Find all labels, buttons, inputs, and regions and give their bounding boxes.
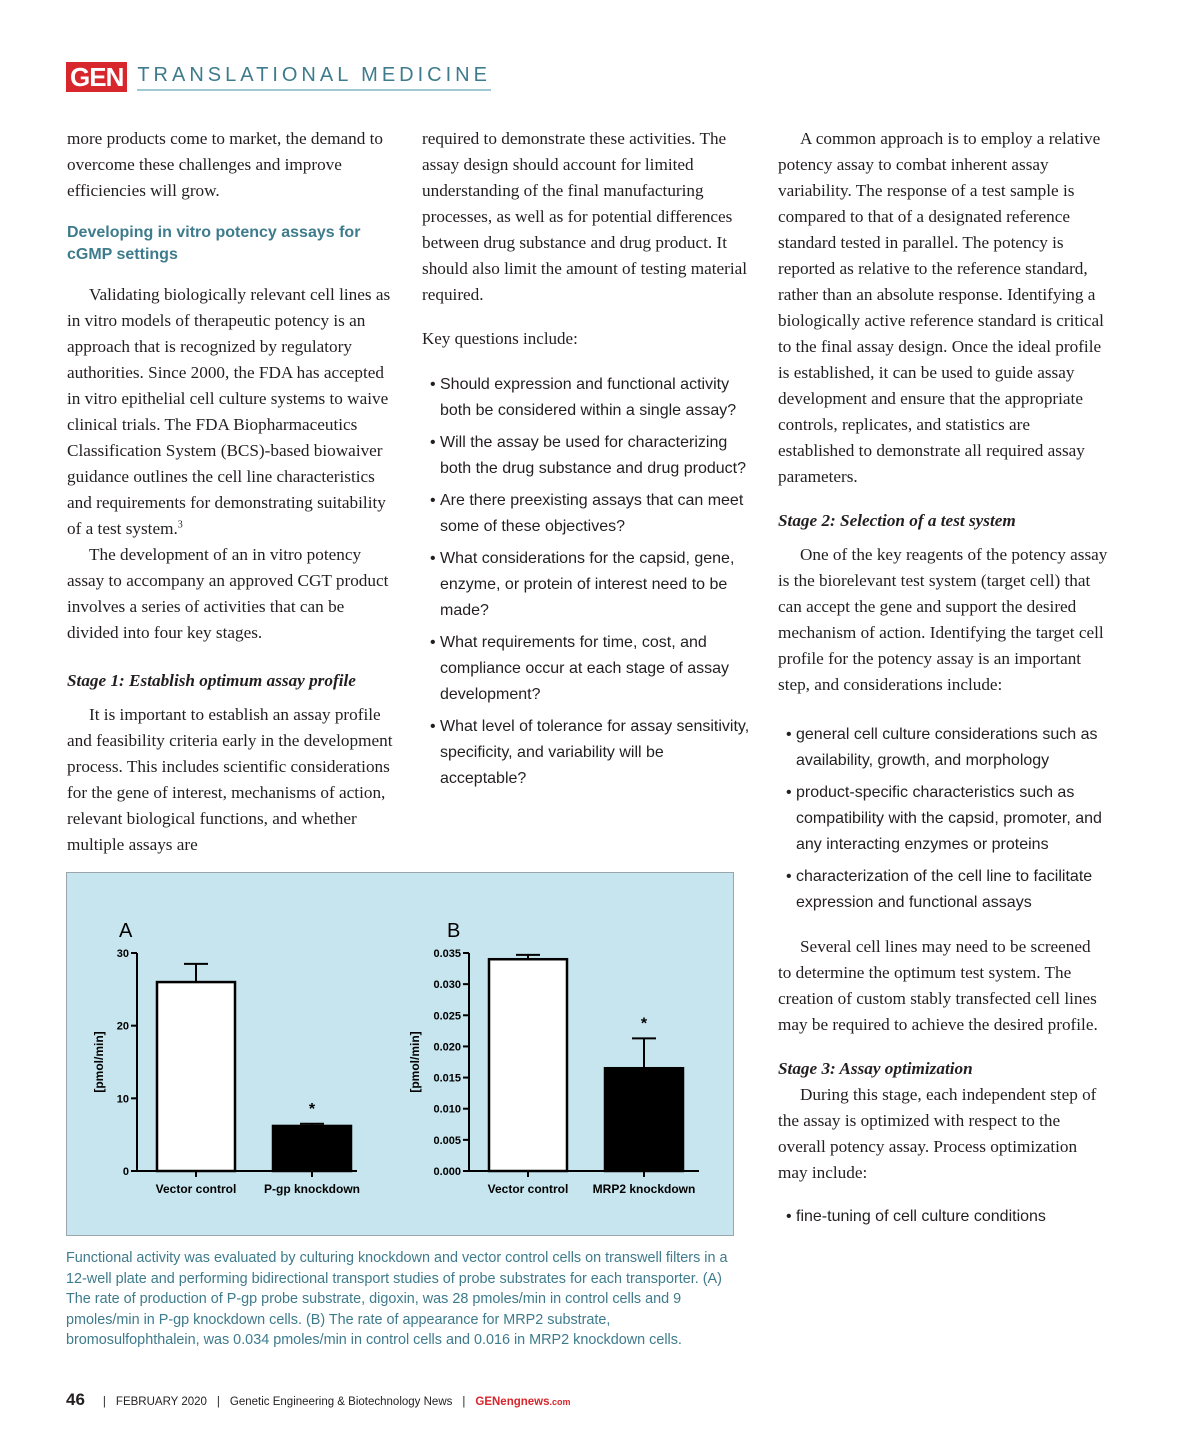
key-questions-list <box>422 372 752 792</box>
col2-paragraph-1: required to demonstrate these activities. The assay design should account for limited understanding of the final manufacturing processes, as well as for potential differences between drug substance and drug product. It should also limit the amount of testing material required. <box>422 129 748 304</box>
y-tick-label-B: 0.000 <box>433 1166 461 1178</box>
stage-2-heading: Stage 2: Selection of a test system <box>778 511 1016 530</box>
column-1 <box>67 126 397 858</box>
y-tick-label-B: 0.020 <box>433 1041 461 1054</box>
figure-bar-charts <box>66 872 734 1236</box>
footer-separator: | <box>462 1396 466 1408</box>
y-tick-label-B: 0.010 <box>433 1103 461 1116</box>
page-footer <box>66 1390 571 1410</box>
list-item: • general cell culture considerations such as availability, growth, and morphology <box>786 726 1098 769</box>
col1-paragraph-2 <box>67 282 397 542</box>
x-tick-label-B: MRP2 knockdown <box>592 1182 696 1196</box>
list-item: • product-specific characteristics such as compatibility with the capsid, promoter, and any interacting enzymes or proteins <box>786 784 1102 853</box>
list-item: • What level of tolerance for assay sensitivity, specificity, and variability will be acceptable? <box>430 718 750 787</box>
col1-paragraph-1: more products come to market, the demand to overcome these challenges and improve efficiencies will grow. <box>67 129 383 200</box>
col3-paragraph-3: Several cell lines may need to be screened to determine the optimum test system. The creation of custom stably transfected cell lines may be required to achieve the desired profile. <box>778 937 1098 1034</box>
y-tick-label-A: 10 <box>116 1093 129 1106</box>
website-link[interactable]: GENengnews.com <box>475 1396 571 1408</box>
x-tick-label-A: P-gp knockdown <box>264 1182 360 1196</box>
y-tick-label-B: 0.025 <box>433 1010 461 1023</box>
reference-3: 3 <box>177 519 183 531</box>
bar-charts-svg <box>67 873 733 1235</box>
issue-date: FEBRUARY 2020 <box>115 1396 207 1408</box>
bar-B-1 <box>489 959 567 1171</box>
gen-logo: GEN <box>66 62 127 92</box>
x-tick-label-A: Vector control <box>155 1182 237 1196</box>
col3-paragraph-1: A common approach is to employ a relative potency assay to combat inherent assay variability. The response of a test sample is compared to that of a designated reference standard tested in parallel. The potency is reported as relative to the reference standard, rather than an absolute response. Identifying a biologically active reference standard is critical to the final assay design. Once the ideal profile is established, it can be used to guide assay development and ensure that the appropriate controls, replicates, and statistics are established to demonstrate all required assay parameters. <box>778 129 1104 486</box>
column-3 <box>778 126 1108 1236</box>
publication-name: Genetic Engineering & Biotechnology News <box>229 1396 453 1408</box>
stage-1-heading: Stage 1: Establish optimum assay profile <box>67 671 356 690</box>
y-tick-label-A: 0 <box>122 1166 129 1178</box>
bar-B-2 <box>605 1068 683 1171</box>
y-tick-label-A: 30 <box>116 948 129 960</box>
test-system-considerations-list <box>778 722 1108 916</box>
y-tick-label-B: 0.005 <box>433 1134 461 1147</box>
col1-paragraph-4: It is important to establish an assay profile and feasibility criteria early in the development process. This includes scientific considerations for the gene of interest, mechanisms of action, relevant biological functions, and whether multiple assays are <box>67 705 393 854</box>
y-tick-label-B: 0.030 <box>433 979 461 992</box>
section-title: TRANSLATIONAL MEDICINE <box>137 64 491 91</box>
column-2 <box>422 126 752 798</box>
bar-A-1 <box>157 982 235 1171</box>
panel-label-A: A <box>119 920 133 942</box>
page-number: 46 <box>66 1390 85 1409</box>
y-tick-label-A: 20 <box>116 1020 129 1033</box>
page-header <box>66 62 491 92</box>
footer-separator: | <box>216 1396 220 1408</box>
list-item: • What considerations for the capsid, gene, enzyme, or protein of interest need to be made? <box>430 550 735 619</box>
list-item: • Are there preexisting assays that can meet some of these objectives? <box>430 492 744 535</box>
col1-paragraph-3: The development of an in vitro potency assay to accompany an approved CGT product involves a series of activities that can be divided into four key stages. <box>67 545 389 642</box>
subhead-potency-assays: Developing in vitro potency assays for cGMP settings <box>67 224 361 263</box>
optimization-list <box>778 1204 1108 1230</box>
key-questions-label: Key questions include: <box>422 329 578 348</box>
col1-paragraph-2-text: Validating biologically relevant cell lines as in vitro models of therapeutic potency is an approach that is recognized by regulatory authorities. Since 2000, the FDA has accepted in vitro epithelial cell culture systems to waive clinical trials. The FDA Biopharmaceutics Classification System (BCS)-based biowaiver guidance outlines the cell line characteristics and requirements for demonstrating suitability of a test system. <box>67 285 391 538</box>
x-tick-label-B: Vector control <box>487 1182 569 1196</box>
y-axis-label-A: [pmol/min] <box>92 1031 106 1093</box>
list-item: • Should expression and functional activity both be considered within a single assay? <box>430 376 737 419</box>
col3-paragraph-4: During this stage, each independent step of the assay is optimized with respect to the overall potency assay. Process optimization may include: <box>778 1085 1097 1182</box>
list-item: • What requirements for time, cost, and compliance occur at each stage of assay development? <box>430 634 730 703</box>
panel-label-B: B <box>447 920 461 942</box>
list-item: • characterization of the cell line to facilitate expression and functional assays <box>786 868 1093 911</box>
y-axis-label-B: [pmol/min] <box>408 1031 422 1093</box>
y-tick-label-B: 0.035 <box>433 948 461 960</box>
footer-separator: | <box>102 1396 106 1408</box>
bar-A-2 <box>273 1126 351 1171</box>
y-tick-label-B: 0.015 <box>433 1072 461 1085</box>
list-item: • Will the assay be used for characterizing both the drug substance and drug product? <box>430 434 746 477</box>
list-item: • fine-tuning of cell culture conditions <box>786 1208 1046 1225</box>
stage-3-heading: Stage 3: Assay optimization <box>778 1059 973 1078</box>
figure-caption: Functional activity was evaluated by culturing knockdown and vector control cells on transwell filters in a 12-well plate and performing bidirectional transport studies of probe substrates for each transporter. (A) The rate of production of P-gp probe substrate, digoxin, was 28 pmoles/min in control cells and 9 pmoles/min in P-gp knockdown cells. (B) The rate of appearance for MRP2 substrate, bromosulfophthalein, was 0.034 pmoles/min in control cells and 0.016 in MRP2 knockdown cells. <box>66 1250 728 1348</box>
col3-paragraph-2: One of the key reagents of the potency assay is the biorelevant test system (target cell) that can accept the gene and support the desired mechanism of action. Identifying the target cell profile for the potency assay is an important step, and considerations include: <box>778 545 1108 694</box>
significance-marker-A: * <box>308 1100 316 1118</box>
significance-marker-B: * <box>640 1015 648 1033</box>
